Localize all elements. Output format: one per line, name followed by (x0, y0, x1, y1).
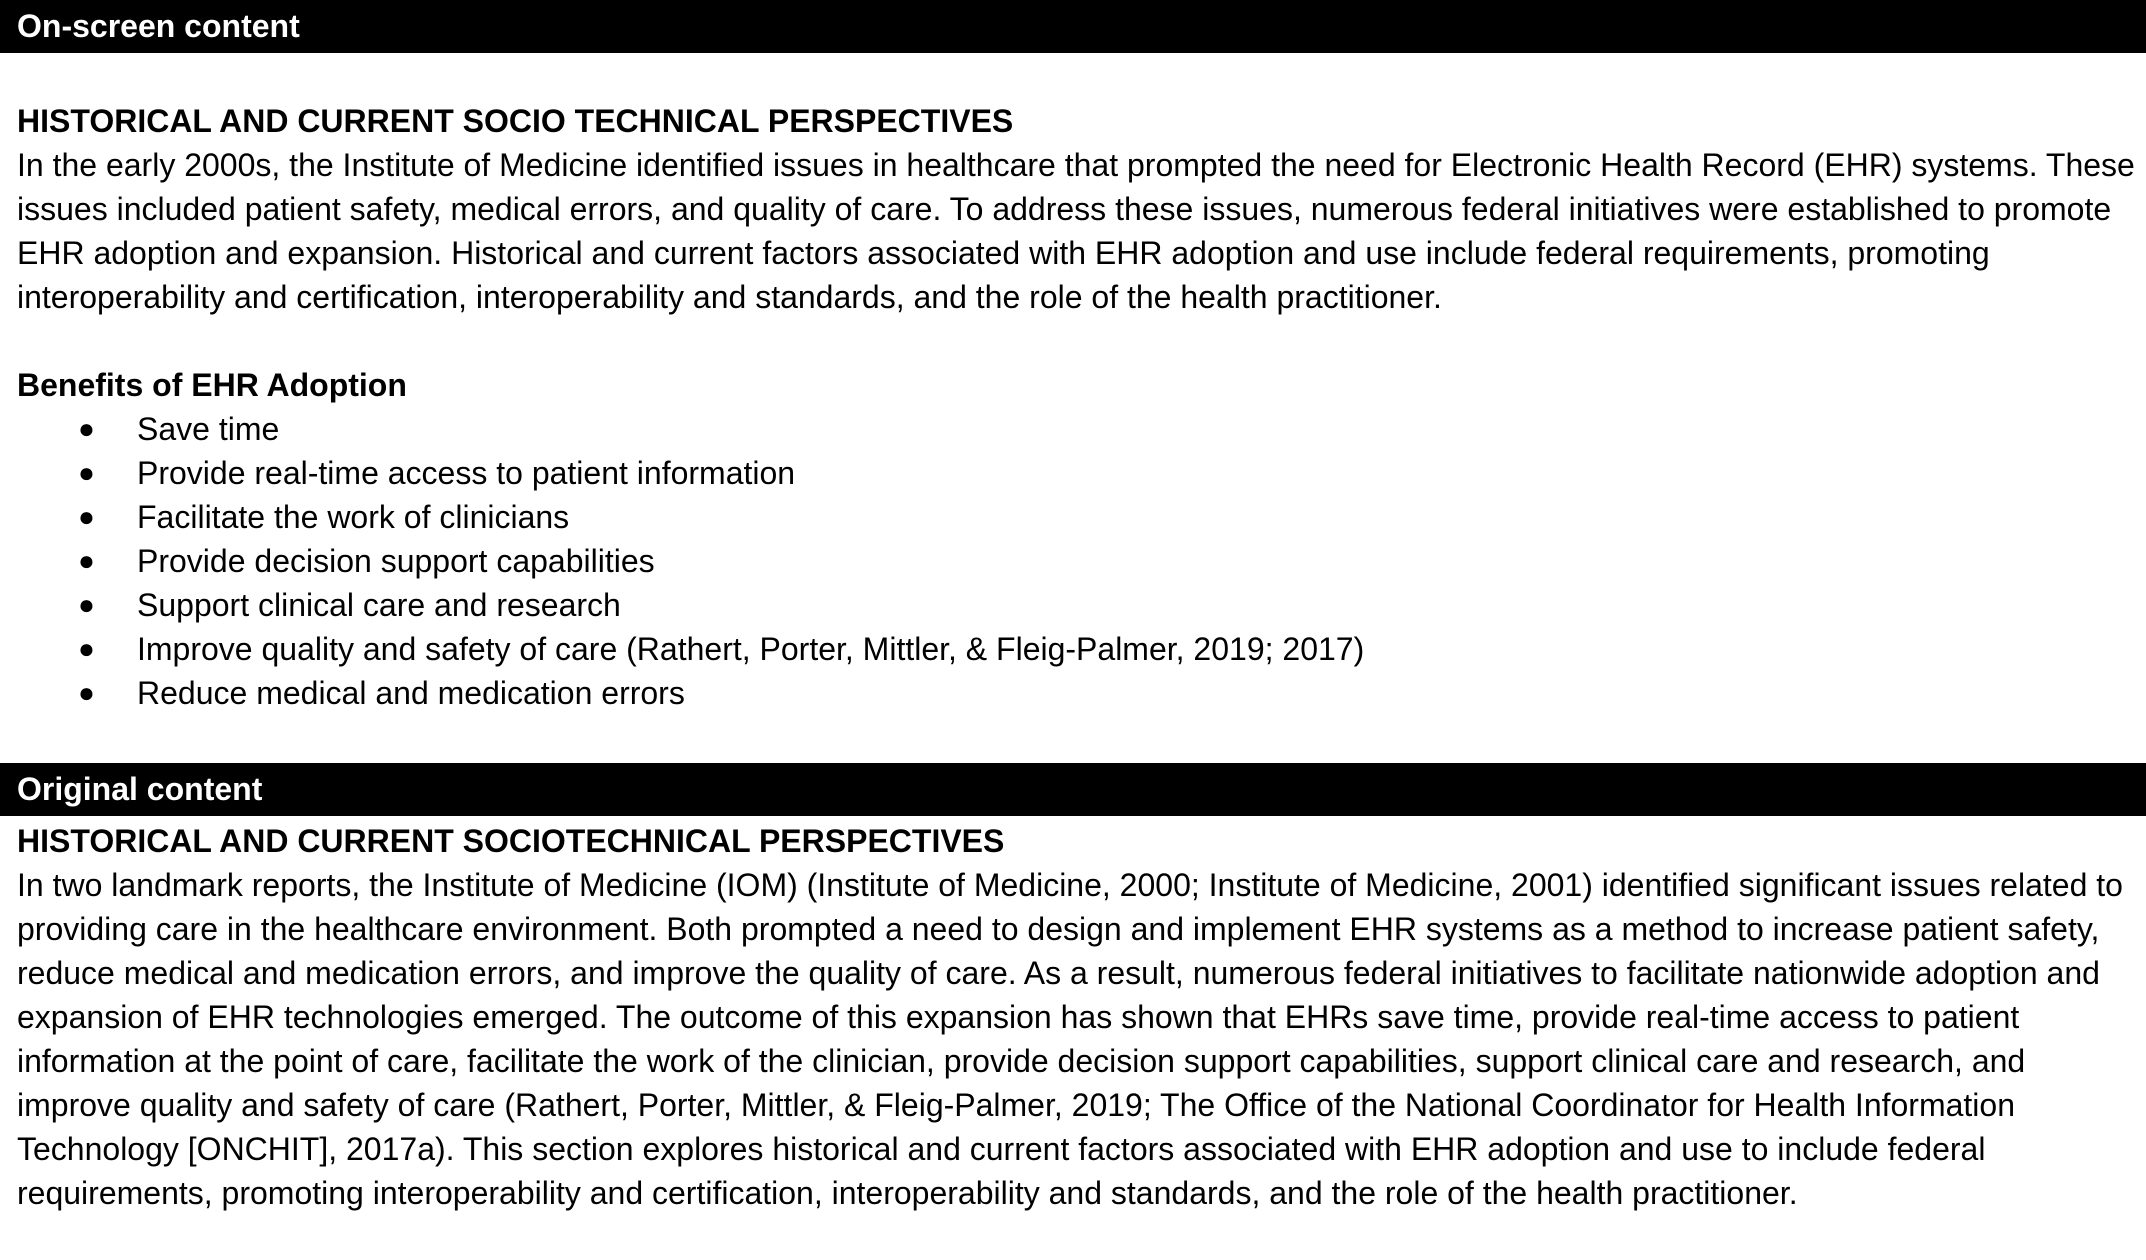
original-heading: HISTORICAL AND CURRENT SOCIOTECHNICAL PERSPECTIVES (17, 823, 1005, 859)
onscreen-heading: HISTORICAL AND CURRENT SOCIO TECHNICAL PERSPECTIVES (17, 103, 1014, 139)
bullet-icon: ● (78, 545, 95, 576)
benefit-text: Reduce medical and medication errors (137, 675, 685, 711)
bullet-icon: ● (78, 589, 95, 620)
benefit-item (17, 671, 2135, 715)
original-content (17, 819, 2135, 1215)
benefit-item (17, 495, 2135, 539)
bullet-icon: ● (78, 413, 95, 444)
benefit-text: Facilitate the work of clinicians (137, 499, 570, 535)
onscreen-paragraph: In the early 2000s, the Institute of Medicine identified issues in healthcare that prompted the need for Electronic Health Record (EHR) systems. These issues included patient safety, medical errors, and quality of care. To address these issues, numerous federal initiatives were established to promote EHR adoption and expansion. Historical and current factors associated with EHR adoption and use include federal requirements, promoting interoperability and certification, interoperability and standards, and the role of the health practitioner. (17, 147, 2135, 315)
benefit-text: Save time (137, 411, 280, 447)
benefit-item (17, 583, 2135, 627)
benefit-text: Provide decision support capabilities (137, 543, 655, 579)
benefit-item (17, 407, 2135, 451)
onscreen-section-header: On-screen content (0, 0, 2146, 53)
benefits-list (17, 407, 2135, 715)
bullet-icon: ● (78, 633, 95, 664)
bullet-icon: ● (78, 457, 95, 488)
benefit-text: Improve quality and safety of care (Rathert, Porter, Mittler, & Fleig-Palmer, 2019; 2017) (137, 631, 1365, 667)
original-section-header: Original content (0, 763, 2146, 816)
benefit-item (17, 539, 2135, 583)
benefit-text: Support clinical care and research (137, 587, 621, 623)
benefit-item (17, 627, 2135, 671)
bullet-icon: ● (78, 501, 95, 532)
benefit-item (17, 451, 2135, 495)
benefits-heading: Benefits of EHR Adoption (17, 367, 407, 403)
original-paragraph: In two landmark reports, the Institute of Medicine (IOM) (Institute of Medicine, 2000; Institute of Medicine, 2001) identified significant issues related to providing care in the healthcare environment. Both prompted a need to design and implement EHR systems as a method to increase patient safety, reduce medical and medication errors, and improve the quality of care. As a result, numerous federal initiatives to facilitate nationwide adoption and expansion of EHR technologies emerged. The outcome of this expansion has shown that EHRs save time, provide real-time access to patient information at the point of care, facilitate the work of the clinician, provide decision support capabilities, support clinical care and research, and improve quality and safety of care (Rathert, Porter, Mittler, & Fleig-Palmer, 2019; The Office of the National Coordinator for Health Information Technology [ONCHIT], 2017a). This section explores historical and current factors associated with EHR adoption and use to include federal requirements, promoting interoperability and certification, interoperability and standards, and the role of the health practitioner. (17, 867, 2123, 1211)
bullet-icon: ● (78, 677, 95, 708)
benefit-text: Provide real-time access to patient information (137, 455, 796, 491)
onscreen-content (17, 99, 2135, 715)
